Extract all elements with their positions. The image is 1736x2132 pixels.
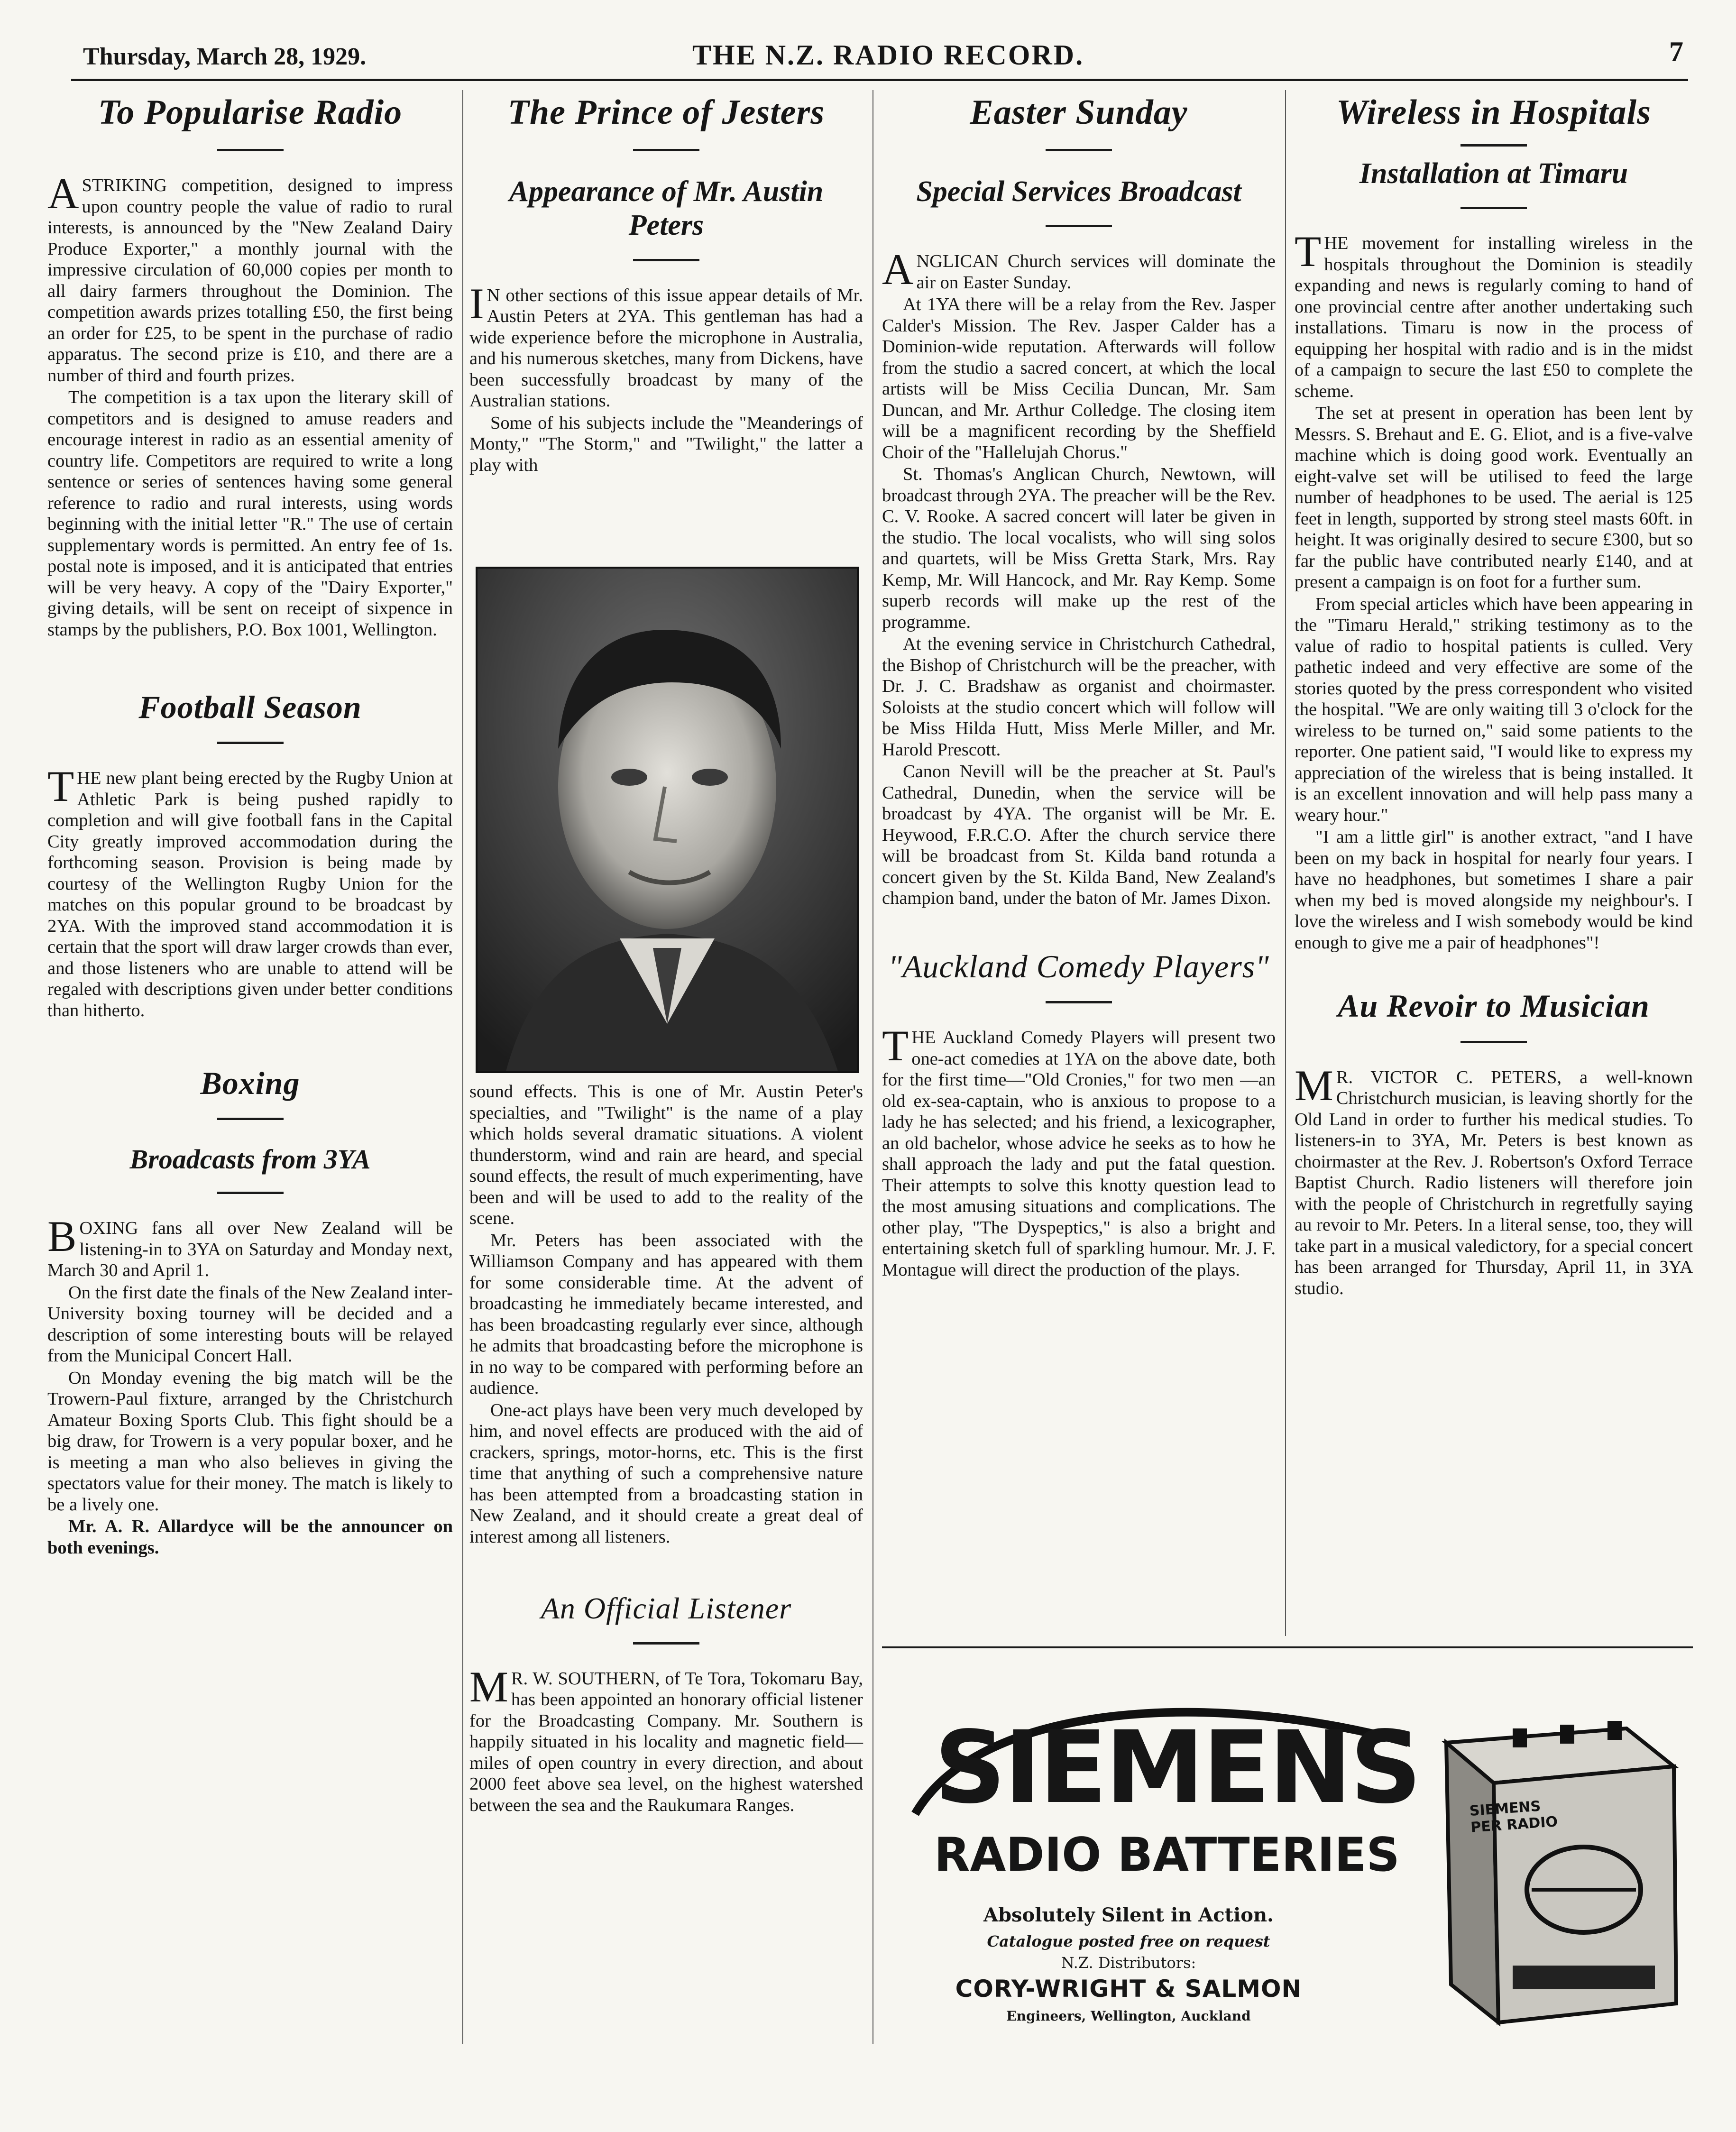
drop-cap: A (882, 245, 914, 294)
drop-cap: T (1295, 227, 1322, 276)
article-paragraph: ASTRIKING competition, designed to impress upon country people the value of radio to rural interests, is announced by the "New Zealand Dairy Produce Exporter," a monthly journal with the impressive circulation of 60,000 copies per month to all dairy farmers throughout the Dominion. The competition awards prizes totalling £50, the first being an order for £25, to be spent in the purchase of radio apparatus. The second prize is £10, and there are a number of third and fourth prizes. (47, 169, 453, 386)
column-rule-1 (462, 90, 463, 2044)
article-subhead-special-services: Special Services Broadcast (916, 175, 1241, 208)
article-paragraph: At the evening service in Christchurch Cathedral, the Bishop of Christchurch will be the preacher, with Dr. J. C. Bradshaw as organist and choirmaster. Soloists at the studio concert which will follow will be Miss Hilda Hutt, Miss Merle Miller, and Mr. Harold Prescott. (882, 634, 1276, 760)
portrait-photo-austin-peters (476, 567, 859, 1073)
article-headline-au-revoir: Au Revoir to Musician (1338, 988, 1650, 1024)
column-3 (882, 92, 1276, 1281)
headline-rule (1460, 1041, 1527, 1043)
page-number: 7 (1669, 36, 1683, 67)
article-paragraph: Canon Nevill will be the preacher at St. Paul's Cathedral, Dunedin, when the service will be broadcast by 4YA. The organist will be Mr. E. Heywood, F.R.C.O. After the church service there will be broadcast from St. Kilda band rotunda a concert given by the St. Kilda Band, New Zealand's champion band, under the baton of Mr. James Dixon. (882, 762, 1276, 909)
article-paragraph: At 1YA there will be a relay from the Rev. Jasper Calder's Mission. The Rev. Jasper Calder has a Dominion-wide reputation. Afterwards will follow from the studio a sacred concert, at which the local artists will be Miss Cecilia Duncan, Mr. Sam Duncan, and Mr. Arthur Colledge. The closing item will be a magnificent recording by the Sheffield Choir of the "Hallelujah Chorus." (882, 294, 1276, 462)
headline-rule (633, 149, 699, 151)
article-paragraph: St. Thomas's Anglican Church, Newtown, will broadcast through 2YA. The preacher will be the Rev. C. V. Rooke. A sacred concert will later be given in the studio. The local vocalists, who will sing solos and quartets, will be Miss Gretta Stark, Mrs. Ray Kemp, Mr. Will Hancock, and Mr. Ray Kemp. Some superb records will make up the rest of the programme. (882, 464, 1276, 632)
article-headline-boxing: Boxing (200, 1065, 300, 1102)
headline-rule (633, 1642, 699, 1645)
article-paragraph: I N other sections of this issue appear details of Mr. Austin Peters at 2YA. This gentleman has had a wide experience before the microphone in Australia, and his numerous sketches, many from Dickens, have been successfully broadcast by many of the Australian stations. (469, 279, 863, 411)
column-4 (1295, 92, 1693, 1300)
article-headline-popularise-radio: To Popularise Radio (98, 93, 403, 132)
advertisement-siemens (887, 1672, 1698, 2051)
publication-title: THE N.Z. RADIO RECORD. (692, 39, 1084, 71)
column-2 (469, 92, 863, 477)
headline-rule (217, 149, 284, 151)
article-paragraph: THE Auckland Comedy Players will present two one-act comedies at 1YA on the above date, both for the first time—"Old Cronies," for two men —an old ex-sea-captain, who is anxious to propose to a lady he has selected; and his friend, a lexicographer, an old bachelor, whose advice he seeks as to how he shall approach the lady and put the fatal question. Their attempts to solve this knotty question lead to the most amusing situations and complications. The other play, "The Dyspeptics," is also a bright and entertaining sketch full of sparkling humour. Mr. J. F. Montague will direct the production of the plays. (882, 1021, 1276, 1280)
drop-cap: T (47, 762, 74, 811)
article-paragraph: ANGLICAN Church services will dominate the air on Easter Sunday. (882, 245, 1276, 294)
ad-distributor: CORY-WRIGHT & SALMON (955, 1975, 1302, 2003)
article-paragraph: On the first date the finals of the New Zealand inter-University boxing tourney will be decided and a description of some interesting bouts will be relayed from the Municipal Concert Hall. (47, 1282, 453, 1366)
article-subhead-austin-peters: Appearance of Mr. Austin Peters (509, 175, 824, 242)
drop-cap: T (882, 1021, 909, 1070)
column-2-continued (469, 1081, 863, 1817)
headline-rule (1046, 225, 1112, 227)
battery-illustration (1446, 1721, 1676, 2022)
column-1 (47, 92, 453, 1559)
article-paragraph: Mr. Peters has been associated with the Williamson Company and has appeared with them for some considerable time. At the advent of broadcasting he immediately became interested, and has been broadcasting regularly ever since, although he admits that broadcasting before the microphone is in no way to be compared with performing before an audience. (469, 1230, 863, 1398)
portrait-image (478, 569, 857, 1071)
headline-rule (1046, 1001, 1112, 1003)
article-headline-auckland-comedy: "Auckland Comedy Players" (888, 948, 1269, 984)
headline-rule (1046, 149, 1112, 151)
masthead-rule (71, 79, 1688, 81)
advertisement-rule (882, 1646, 1693, 1648)
article-headline-easter-sunday: Easter Sunday (970, 93, 1188, 132)
drop-cap: B (47, 1212, 77, 1261)
article-paragraph: On Monday evening the big match will be the Trowern-Paul fixture, arranged by the Christchurch Amateur Boxing Sports Club. This fight should be a big draw, for Trowern is a very popular boxer, and he is meeting a man who also believes in giving the spectators value for their money. The match is likely to be a lively one. (47, 1368, 453, 1515)
column-rule-3 (1285, 90, 1286, 1636)
headline-rule (1460, 144, 1527, 147)
article-subhead-boxing: Broadcasts from 3YA (129, 1144, 371, 1175)
headline-rule (217, 1192, 284, 1194)
article-headline-official-listener: An Official Listener (541, 1591, 792, 1625)
ad-distributors-label: N.Z. Distributors: (1061, 1954, 1196, 1972)
article-paragraph: The set at present in operation has been lent by Messrs. S. Brehaut and E. G. Eliot, and is a five-valve machine which is doing good work. Eventually an eight-valve set will be utilised to feed the large number of headphones to be used. The aerial is 125 feet in length, supported by strong steel masts 60ft. in height. It was originally desired to secure £300, but so far the public have contributed nearly £140, and at present a campaign is on foot for a further sum. (1295, 403, 1693, 592)
article-paragraph: M R. VICTOR C. PETERS, a well-known Christchurch musician, is leaving shortly for the Old Land in order to further his medical studies. To listeners-in to 3YA, Mr. Peters is best known as choirmaster at the Rev. J. Robertson's Oxford Terrace Baptist Church. Radio listeners will therefore join with the people of Christchurch in regretfully saying au revoir to Mr. Peters. In a literal sense, too, they will take part in a musical valedictory, for a special concert has been arranged for Thursday, April 11, in 3YA studio. (1295, 1061, 1693, 1298)
article-headline-prince-of-jesters: The Prince of Jesters (507, 93, 825, 132)
article-paragraph: BOXING fans all over New Zealand will be listening-in to 3YA on Saturday and Monday next, March 30 and April 1. (47, 1212, 453, 1281)
article-paragraph: M R. W. SOUTHERN, of Te Tora, Tokomaru Bay, has been appointed an honorary official listener for the Broadcasting Company. Mr. Southern is happily situated in his locality and magnetic field—miles of open country in every direction, and about 2000 feet above sea level, on the highest watershed between the sea and the Raukumara Ranges. (469, 1662, 863, 1815)
article-headline-wireless-hospitals: Wireless in Hospitals (1336, 93, 1651, 132)
drop-cap: I (469, 279, 484, 328)
article-headline-football: Football Season (138, 689, 362, 726)
article-subhead-timaru: Installation at Timaru (1359, 157, 1628, 190)
article-paragraph: "I am a little girl" is another extract, "and I have been on my back in hospital for nearly four years. I have no headphones, but sometimes I share a pair when my bed is moved alongside my neighbour's. I love the wireless and I wish somebody would be kind enough to give me a pair of headphones"! (1295, 827, 1693, 953)
drop-cap: M (469, 1662, 508, 1711)
headline-rule (217, 742, 284, 744)
headline-rule (633, 259, 699, 261)
article-paragraph: The competition is a tax upon the literary skill of competitors and is designed to amuse readers and encourage interest in radio as an essential amenity of country life. Competitors are required to write a long sentence or series of sentences having some general reference to radio and rural interests, using words beginning with the initial letter "R." The use of certain supplementary words is permitted. An entry fee of 1s. postal note is imposed, and it is anticipated that entries will be very heavy. A copy of the "Dairy Exporter," giving details, will be sent on receipt of sixpence in stamps by the publishers, P.O. Box 1001, Wellington. (47, 387, 453, 640)
drop-cap: A (47, 169, 79, 218)
article-paragraph: sound effects. This is one of Mr. Austin Peter's specialties, and "Twilight" is the name of a play which holds several dramatic situations. A violent thunderstorm, wind and rain are heard, and special sound effects, the result of much experimenting, have been and will be used to add to the reality of the scene. (469, 1082, 863, 1228)
ad-tagline: Absolutely Silent in Action. (983, 1904, 1274, 1926)
ad-brand: SIEMENS (934, 1709, 1420, 1826)
article-paragraph: One-act plays have been very much developed by him, and novel effects are produced with the aid of crackers, springs, motor-horns, etc. This is the first time that anything of such a comprehensive nature has been attempted from a broadcasting station in New Zealand, and it should create a great deal of interest among all listeners. (469, 1400, 863, 1547)
article-paragraph: Some of his subjects include the "Meanderings of Monty," "The Storm," and "Twilight," the latter a play with (469, 413, 863, 475)
headline-rule (217, 1118, 284, 1120)
masthead (71, 33, 1683, 76)
headline-rule (1460, 207, 1527, 209)
article-paragraph: THE movement for installing wireless in the hospitals throughout the Dominion is steadily expanding and news is regularly coming to hand of one provincial centre after another undertaking such installations. Timaru is now in the process of equipping her hospital with radio and is in the midst of a campaign to secure the last £50 to complete the scheme. (1295, 227, 1693, 401)
issue-date: Thursday, March 28, 1929. (83, 43, 367, 70)
article-paragraph: THE new plant being erected by the Rugby Union at Athletic Park is being pushed rapidly to completion and will give football fans in the Capital City greatly improved accommodation during the forthcoming season. Provision is being made by courtesy of the Wellington Rugby Union for the matches on this popular ground to be broadcast by 2YA. With the improved stand accommodation it is certain that the sport will draw larger crowds than ever, and those listeners who are unable to attend will be regaled with descriptions given under better conditions than hitherto. (47, 762, 453, 1020)
battery-label: SIEMENS PER RADIO (1469, 1798, 1559, 1836)
article-paragraph: Mr. A. R. Allardyce will be the announcer on both evenings. (47, 1516, 453, 1558)
ad-product: RADIO BATTERIES (934, 1828, 1400, 1882)
ad-catalogue: Catalogue posted free on request (987, 1932, 1270, 1950)
article-paragraph: From special articles which have been appearing in the "Timaru Herald," striking testimony as to the value of radio to hospital patients is culled. Very pathetic indeed and very effective are some of the stories quoted by the press correspondent who visited the hospital. "We are only waiting till 3 o'clock for the wireless to be turned on," said some patients to the reporter. One patient said, "I would like to express my appreciation of the wireless that is being installed. It is an excellent innovation and will help pass many a weary hour." (1295, 594, 1693, 825)
drop-cap: M (1295, 1061, 1333, 1110)
ad-locations: Engineers, Wellington, Auckland (1006, 2008, 1251, 2024)
